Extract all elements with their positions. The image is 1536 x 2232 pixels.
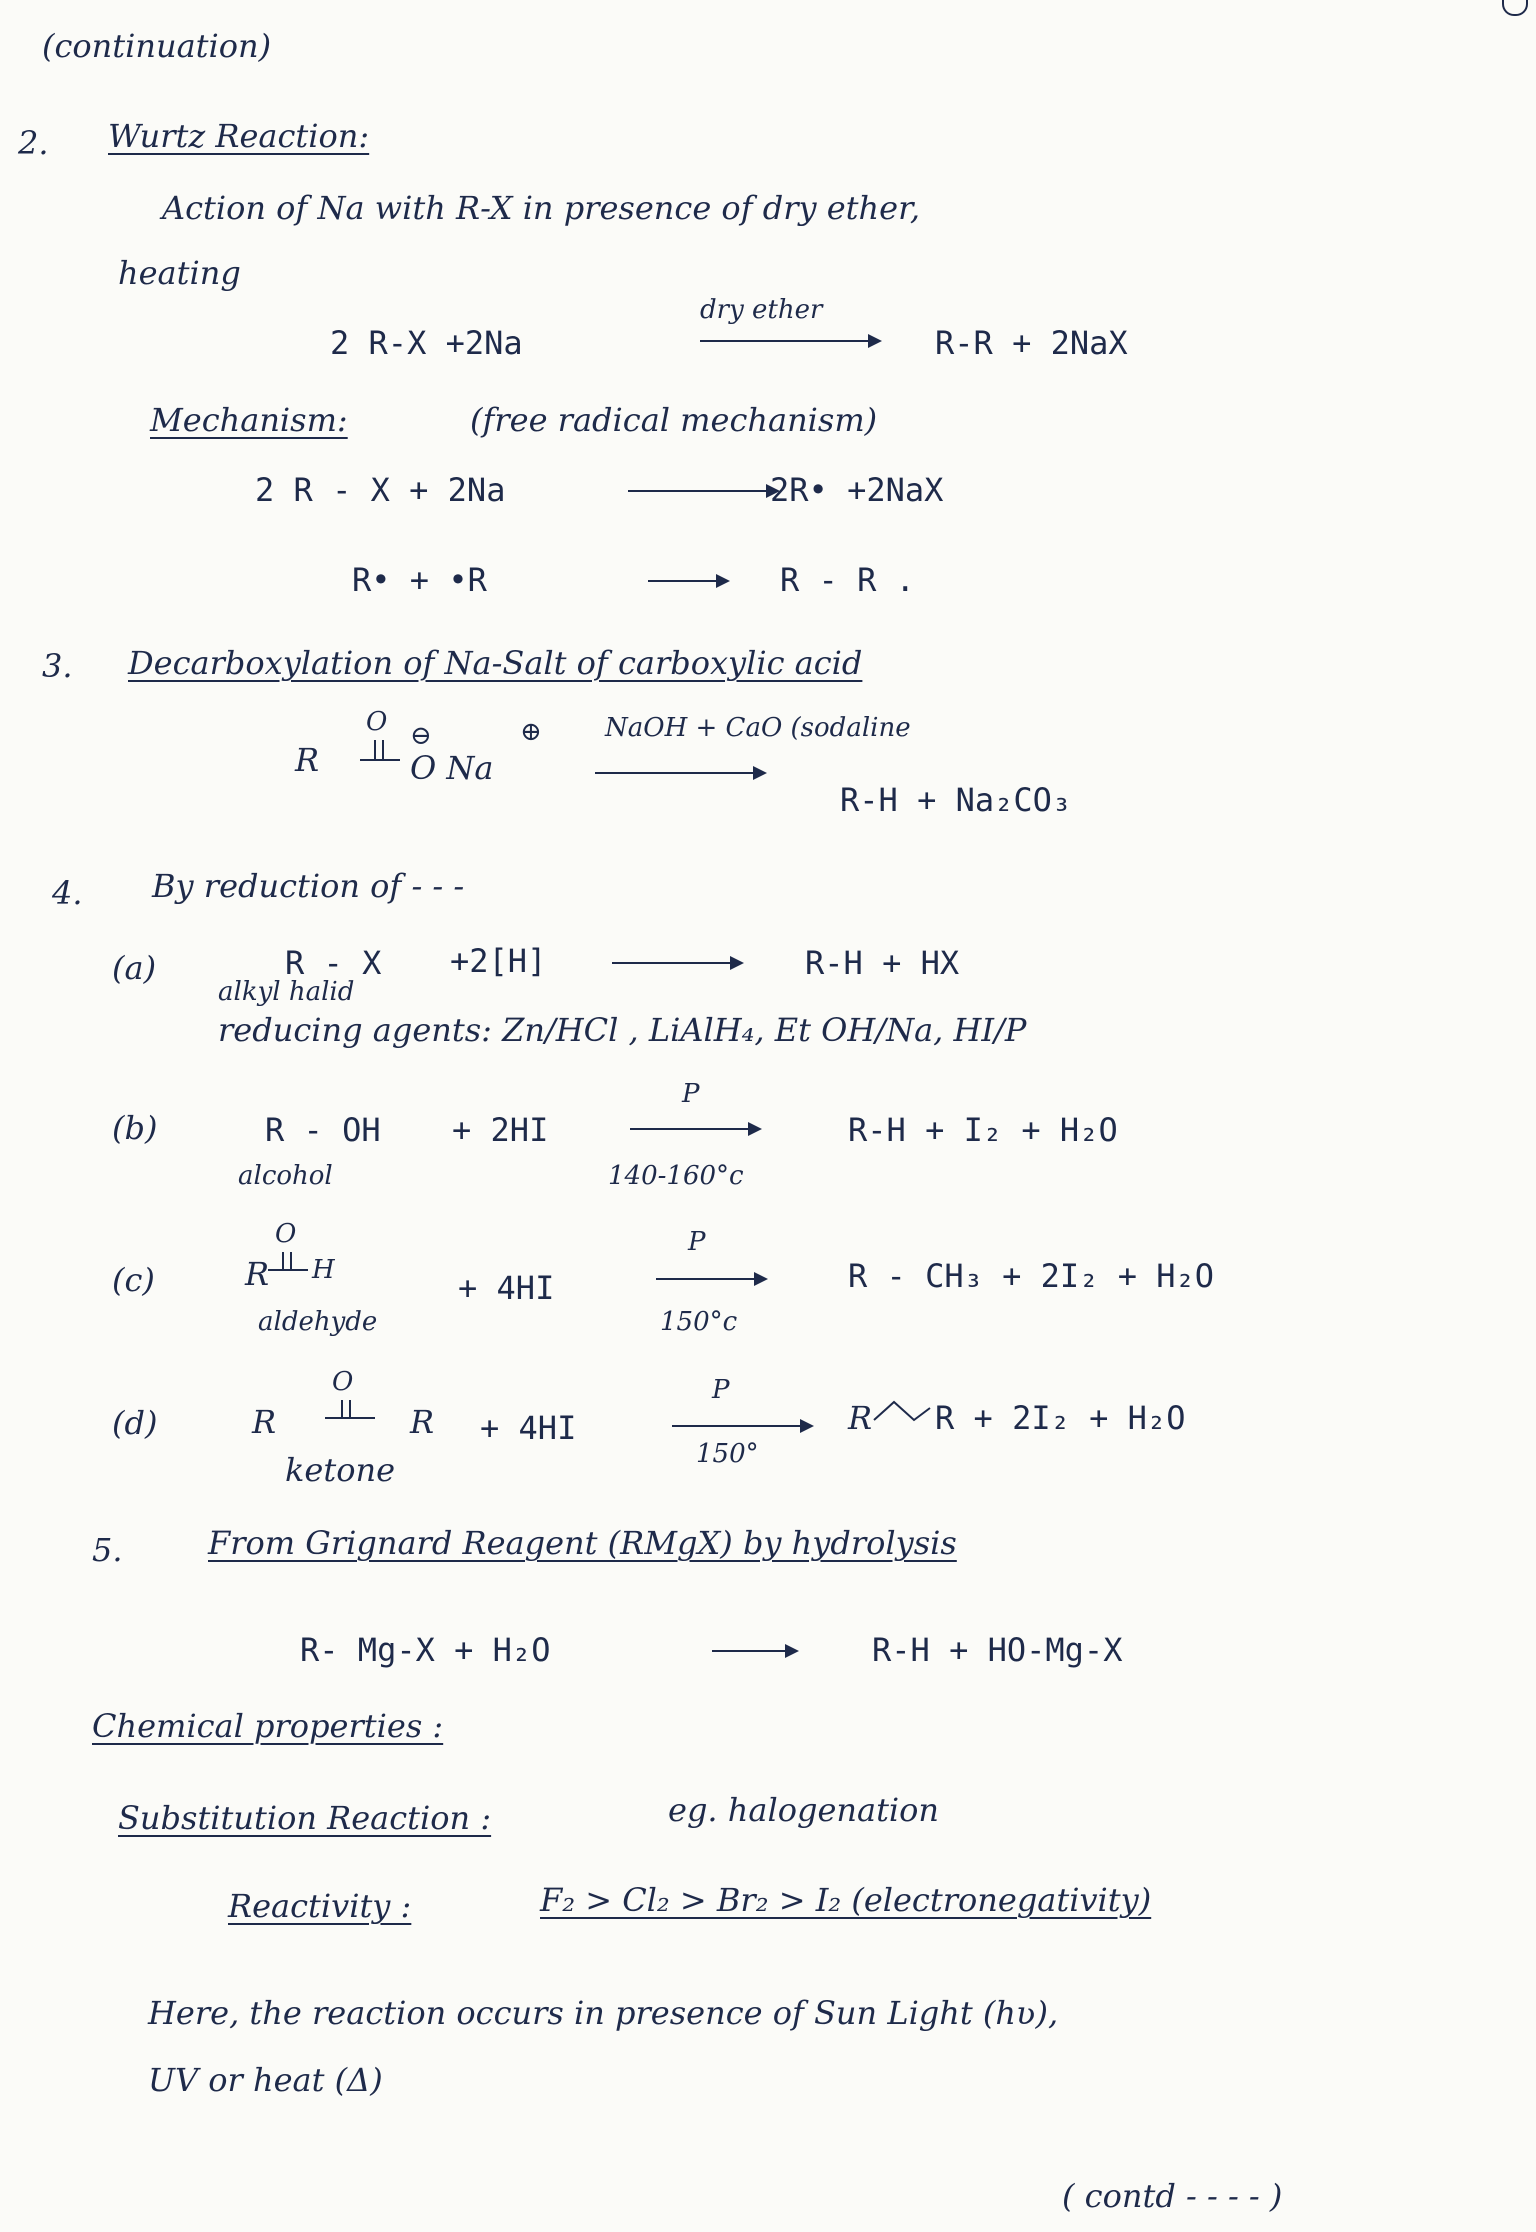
section-2-title: Wurtz Reaction:	[108, 117, 370, 155]
section-3-title: Decarboxylation of Na-Salt of carboxylic acid	[128, 644, 863, 682]
section-4b-reactant: R - OH	[265, 1111, 381, 1149]
section-5-number: 5.	[92, 1531, 123, 1569]
mechanism-step1-right: 2R• +2NaX	[770, 471, 944, 509]
section-4c-cond-top: P	[688, 1227, 706, 1257]
mechanism-step2-left: R• + •R	[352, 561, 487, 599]
section-4a-label: (a)	[112, 949, 157, 987]
section-4-number: 4.	[52, 874, 83, 912]
section-2-number: 2.	[18, 124, 49, 162]
reactivity-label: Reactivity :	[228, 1887, 412, 1925]
wurtz-reactants: 2 R-X +2Na	[330, 324, 523, 362]
section-3-number: 3.	[42, 647, 73, 685]
reactivity-value: F₂ > Cl₂ > Br₂ > I₂ (electronegativity)	[540, 1881, 1152, 1919]
grignard-arrow	[712, 1650, 797, 1652]
section-2-desc-line1: Action of Na with R-X in presence of dry ether,	[162, 189, 921, 227]
section-4c-carbonyl-o: O	[275, 1219, 297, 1249]
section-4a-arrow	[612, 962, 742, 964]
section-4d-reagent: + 4HI	[480, 1409, 577, 1447]
section-4a-reactant: R - X	[285, 944, 382, 982]
section-4c-carbonyl-bond	[268, 1252, 308, 1280]
note-line1: Here, the reaction occurs in presence of Sun Light (hʋ),	[148, 1994, 1059, 2032]
note-line2: UV or heat (Δ)	[148, 2061, 383, 2099]
section-4b-cond-bottom: 140-160°c	[608, 1161, 744, 1191]
section-2-desc-line2: heating	[118, 254, 241, 292]
section-4c-label: (c)	[112, 1261, 155, 1299]
section-4b-arrow	[630, 1128, 760, 1130]
decarb-products: R-H + Na₂CO₃	[840, 781, 1072, 819]
section-4b-label: (b)	[112, 1109, 158, 1147]
section-5-title: From Grignard Reagent (RMgX) by hydrolysis	[208, 1524, 957, 1562]
decarb-minus-charge: ⊖	[410, 721, 432, 751]
section-4c-products: R - CH₃ + 2I₂ + H₂O	[848, 1257, 1215, 1295]
section-4d-name: ketone	[285, 1451, 395, 1489]
continuation-header: (continuation)	[42, 27, 272, 65]
section-4d-label: (d)	[112, 1404, 158, 1442]
decarb-ona: O Na	[410, 749, 494, 787]
section-4d-reactant-r2: R	[410, 1403, 435, 1441]
section-4d-product-r1: R	[848, 1399, 873, 1437]
section-4c-arrow	[656, 1278, 766, 1280]
section-4d-product-r2: R + 2I₂ + H₂O	[935, 1399, 1186, 1437]
mechanism-step1-left: 2 R - X + 2Na	[255, 471, 506, 509]
substitution-label: Substitution Reaction :	[118, 1799, 492, 1837]
section-4d-product-zigzag	[872, 1396, 932, 1430]
section-4-title: By reduction of - - -	[152, 867, 465, 905]
section-4a-reagent: +2[H]	[450, 942, 547, 980]
wurtz-arrow	[700, 340, 880, 342]
mechanism-type: (free radical mechanism)	[470, 401, 878, 439]
section-4b-reagent: + 2HI	[452, 1111, 549, 1149]
decarb-carbonyl-o: O	[366, 707, 388, 737]
contd-footer: ( contd - - - - )	[1062, 2177, 1283, 2215]
section-4d-cond-top: P	[712, 1375, 730, 1405]
grignard-products: R-H + HO-Mg-X	[872, 1631, 1123, 1669]
grignard-reactants: R- Mg-X + H₂O	[300, 1631, 551, 1669]
section-4b-cond-top: P	[682, 1079, 700, 1109]
section-4d-reactant-r1: R	[252, 1403, 277, 1441]
section-4a-agents: reducing agents: Zn/HCl , LiAlH₄, Et OH/Na, HI/P	[218, 1011, 1027, 1049]
decarb-carbonyl-bond	[360, 740, 400, 768]
mechanism-step2-right: R - R .	[780, 561, 915, 599]
mechanism-step1-arrow	[628, 490, 778, 492]
section-4d-carbonyl-o: O	[332, 1367, 354, 1397]
decarb-plus-charge: ⊕	[520, 717, 542, 747]
section-4a-name: alkyl halid	[218, 977, 355, 1007]
substitution-example: eg. halogenation	[668, 1791, 940, 1829]
section-4a-products: R-H + HX	[805, 944, 960, 982]
wurtz-products: R-R + 2NaX	[935, 324, 1128, 362]
section-4c-reagent: + 4HI	[458, 1269, 555, 1307]
section-4c-name: aldehyde	[258, 1307, 378, 1337]
section-4d-arrow	[672, 1425, 812, 1427]
page-corner-mark	[1502, 0, 1528, 16]
section-4c-reactant-r: R	[245, 1255, 270, 1293]
section-4b-name: alcohol	[238, 1161, 333, 1191]
chemical-properties-title: Chemical properties :	[92, 1707, 444, 1745]
section-4b-products: R-H + I₂ + H₂O	[848, 1111, 1118, 1149]
section-4d-carbonyl-bond	[325, 1400, 385, 1428]
decarb-condition: NaOH + CaO (sodaline	[605, 713, 911, 743]
section-4c-cond-bottom: 150°c	[660, 1307, 738, 1337]
decarb-reactant-r: R	[295, 741, 320, 779]
wurtz-condition: dry ether	[700, 295, 823, 325]
section-4d-cond-bottom: 150°	[696, 1439, 759, 1469]
mechanism-label: Mechanism:	[150, 401, 348, 439]
mechanism-step2-arrow	[648, 580, 728, 582]
section-4c-reactant-h: H	[312, 1255, 335, 1285]
decarb-arrow	[595, 772, 765, 774]
